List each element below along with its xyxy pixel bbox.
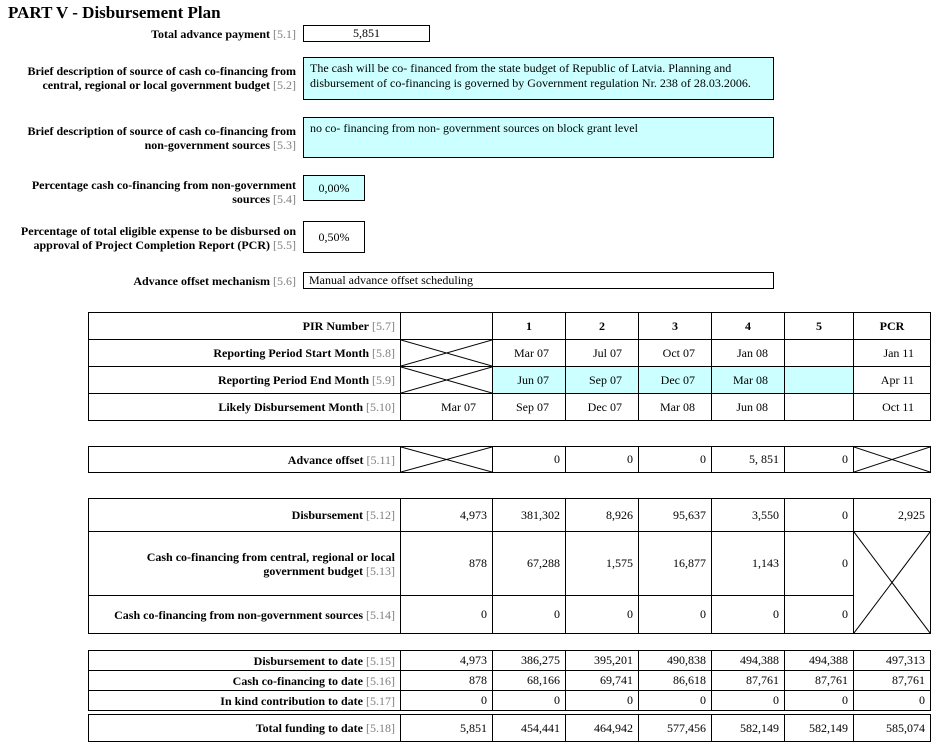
totals-r2-c0-cell: 0 (401, 691, 493, 711)
advance-offset-r0-c5-cell: 0 (785, 447, 854, 473)
disbursement-r0-c6-cell: 2,925 (854, 499, 931, 532)
totals-row-2-label (89, 691, 401, 711)
totals-row-0-label (89, 651, 401, 671)
schedule-r0-c0-cell (401, 313, 493, 340)
label-text: Percentage of total eligible expense to be disbursed on approval of Project Completion Report (PCR) (20, 224, 296, 252)
disbursement-r1-c3-cell: 16,877 (639, 532, 712, 596)
disbursement-r2-c3-cell: 0 (639, 596, 712, 634)
schedule-r2-c0-na-cell (401, 367, 493, 394)
cofinancing-gov-description-input[interactable]: The cash will be co- financed from the state budget of Republic of Latvia. Planning and disbursement of co-financing is governed by Government regulation Nr. 238 of 28.03.2006. (303, 57, 774, 100)
schedule-r1-c1-cell: Mar 07 (493, 340, 566, 367)
disbursement-r0-c4-cell: 3,550 (712, 499, 785, 532)
totals-r1-c5-cell: 87,761 (785, 671, 854, 691)
label-text: Total advance payment (151, 27, 270, 41)
schedule-r1-c5-cell (785, 340, 854, 367)
schedule-r3-c4-cell: Jun 08 (712, 394, 785, 421)
total-advance-payment-input[interactable]: 5,851 (303, 25, 430, 42)
field-ref: [5.5] (273, 238, 296, 252)
row-label-text: Reporting Period Start Month (213, 346, 369, 360)
totals-r1-c1-cell: 68,166 (493, 671, 566, 691)
totals-row-0 (89, 651, 931, 671)
cross-na-icon (401, 367, 492, 393)
schedule-r0-c5-cell: 5 (785, 313, 854, 340)
grand-total-r0-c6-cell: 585,074 (854, 715, 931, 742)
schedule-r3-c3-cell: Mar 08 (639, 394, 712, 421)
advance-offset-row-0 (89, 447, 931, 473)
table-disbursement (88, 498, 931, 634)
row-label-text: In kind contribution to date (220, 693, 363, 708)
totals-r1-c3-cell: 86,618 (639, 671, 712, 691)
schedule-r2-c4-cell[interactable]: Mar 08 (712, 367, 785, 394)
totals-row-1-label (89, 671, 401, 691)
schedule-row-1 (89, 340, 931, 367)
table-advance-offset (88, 446, 931, 473)
table-schedule (88, 312, 931, 421)
disbursement-r2-c1-cell: 0 (493, 596, 566, 634)
advance-offset-r0-c4-cell: 5, 851 (712, 447, 785, 473)
disbursement-r1-c2-cell: 1,575 (566, 532, 639, 596)
cross-na-icon (401, 447, 492, 472)
label-text: Brief description of source of cash co-financing from non-government sources (27, 124, 296, 152)
schedule-r1-c3-cell: Oct 07 (639, 340, 712, 367)
row-label-text: Disbursement to date (253, 653, 363, 668)
schedule-r3-c6-cell: Oct 11 (854, 394, 931, 421)
totals-r0-c1-cell: 386,275 (493, 651, 566, 671)
advance-offset-mechanism-input[interactable]: Manual advance offset scheduling (303, 272, 774, 289)
field-label-pct-cofinancing-nongov (4, 178, 296, 206)
disbursement-r2-c5-cell: 0 (785, 596, 854, 634)
totals-r2-c2-cell: 0 (566, 691, 639, 711)
schedule-r0-c2-cell: 2 (566, 313, 639, 340)
schedule-row-1-label (89, 340, 401, 367)
field-label-total-advance-payment (4, 27, 296, 41)
schedule-r2-c2-cell[interactable]: Sep 07 (566, 367, 639, 394)
row-label-text: Total funding to date (255, 721, 363, 735)
row-label-text: Reporting Period End Month (217, 373, 369, 387)
totals-r0-c5-cell: 494,388 (785, 651, 854, 671)
disbursement-row-0-label (89, 499, 401, 532)
grand-total-row-0-label (89, 715, 401, 742)
row-ref: [5.9] (372, 373, 395, 387)
row-ref: [5.13] (366, 563, 395, 578)
field-label-cofinancing-gov-description (4, 64, 296, 92)
disbursement-row-2 (89, 596, 931, 634)
advance-offset-r0-c6-na-cell (854, 447, 931, 473)
schedule-r2-c3-cell[interactable]: Dec 07 (639, 367, 712, 394)
totals-r2-c5-cell: 0 (785, 691, 854, 711)
grand-total-r0-c2-cell: 464,942 (566, 715, 639, 742)
row-ref: [5.8] (372, 346, 395, 360)
row-label-text: Disbursement (291, 508, 363, 522)
grand-total-r0-c3-cell: 577,456 (639, 715, 712, 742)
totals-r0-c3-cell: 490,838 (639, 651, 712, 671)
totals-r2-c1-cell: 0 (493, 691, 566, 711)
disbursement-r0-c5-cell: 0 (785, 499, 854, 532)
schedule-r3-c0-cell: Mar 07 (401, 394, 493, 421)
schedule-row-2-label (89, 367, 401, 394)
field-ref: [5.3] (273, 138, 296, 152)
pct-disbursed-on-pcr-input[interactable]: 0,50% (303, 221, 365, 253)
advance-offset-r0-c0-na-cell (401, 447, 493, 473)
advance-offset-r0-c1-cell: 0 (493, 447, 566, 473)
row-label-text: Cash co-financing from central, regional or local government budget (146, 549, 395, 578)
row-label-text: Cash co-financing to date (232, 673, 363, 688)
field-label-advance-offset-mechanism (4, 274, 296, 288)
advance-offset-r0-c3-cell: 0 (639, 447, 712, 473)
table-totals (88, 650, 931, 711)
grand-total-row-0 (89, 715, 931, 742)
row-ref: [5.17] (366, 693, 395, 708)
schedule-r0-c3-cell: 3 (639, 313, 712, 340)
schedule-r2-c5-cell[interactable] (785, 367, 854, 394)
schedule-r3-c1-cell: Sep 07 (493, 394, 566, 421)
field-ref: [5.4] (273, 192, 296, 206)
pct-cofinancing-nongov-input[interactable]: 0,00% (303, 175, 365, 201)
row-ref: [5.14] (366, 607, 395, 622)
disbursement-r0-c1-cell: 381,302 (493, 499, 566, 532)
schedule-r0-c4-cell: 4 (712, 313, 785, 340)
schedule-r1-c2-cell: Jul 07 (566, 340, 639, 367)
label-text: Advance offset mechanism (133, 274, 270, 288)
row-label-text: Likely Disbursement Month (218, 400, 363, 414)
label-text: Percentage cash co-financing from non-government sources (31, 178, 296, 206)
disbursement-r1-c4-cell: 1,143 (712, 532, 785, 596)
field-ref: [5.2] (273, 78, 296, 92)
totals-r1-c6-cell: 87,761 (854, 671, 931, 691)
schedule-row-3 (89, 394, 931, 421)
row-ref: [5.11] (366, 452, 395, 467)
disbursement-r1-c6-na-cell (854, 532, 931, 634)
disbursement-r0-c0-cell: 4,973 (401, 499, 493, 532)
disbursement-r0-c3-cell: 95,637 (639, 499, 712, 532)
schedule-row-2 (89, 367, 931, 394)
row-ref: [5.12] (366, 508, 395, 522)
field-ref: [5.6] (273, 274, 296, 288)
schedule-row-0 (89, 313, 931, 340)
totals-r1-c0-cell: 878 (401, 671, 493, 691)
totals-r0-c2-cell: 395,201 (566, 651, 639, 671)
totals-r2-c6-cell: 0 (854, 691, 931, 711)
row-ref: [5.16] (366, 673, 395, 688)
grand-total-r0-c5-cell: 582,149 (785, 715, 854, 742)
grand-total-r0-c0-cell: 5,851 (401, 715, 493, 742)
disbursement-r1-c5-cell: 0 (785, 532, 854, 596)
field-label-pct-disbursed-on-pcr (4, 224, 296, 252)
schedule-r1-c0-na-cell (401, 340, 493, 367)
disbursement-r1-c1-cell: 67,288 (493, 532, 566, 596)
totals-r0-c6-cell: 497,313 (854, 651, 931, 671)
advance-offset-r0-c2-cell: 0 (566, 447, 639, 473)
schedule-r2-c6-cell: Apr 11 (854, 367, 931, 394)
row-ref: [5.15] (366, 653, 395, 668)
row-ref: [5.7] (372, 319, 395, 333)
field-ref: [5.1] (273, 27, 296, 41)
totals-r0-c4-cell: 494,388 (712, 651, 785, 671)
cross-na-icon (401, 340, 492, 366)
schedule-r0-c1-cell: 1 (493, 313, 566, 340)
schedule-r3-c2-cell: Dec 07 (566, 394, 639, 421)
totals-r1-c4-cell: 87,761 (712, 671, 785, 691)
schedule-row-0-label (89, 313, 401, 340)
disbursement-r0-c2-cell: 8,926 (566, 499, 639, 532)
row-label-text: PIR Number (302, 319, 369, 333)
totals-r0-c0-cell: 4,973 (401, 651, 493, 671)
totals-r2-c4-cell: 0 (712, 691, 785, 711)
field-label-cofinancing-nongov-description (4, 124, 296, 152)
totals-r2-c3-cell: 0 (639, 691, 712, 711)
disbursement-row-1 (89, 532, 931, 596)
schedule-r1-c6-cell: Jan 11 (854, 340, 931, 367)
row-ref: [5.18] (366, 721, 395, 735)
label-text: Brief description of source of cash co-financing from central, regional or local government budget (27, 64, 296, 92)
row-label-text: Cash co-financing from non-government sources (114, 607, 363, 622)
grand-total-r0-c1-cell: 454,441 (493, 715, 566, 742)
schedule-r1-c4-cell: Jan 08 (712, 340, 785, 367)
disbursement-r2-c0-cell: 0 (401, 596, 493, 634)
disbursement-row-0 (89, 499, 931, 532)
schedule-r3-c5-cell (785, 394, 854, 421)
disbursement-r1-c0-cell: 878 (401, 532, 493, 596)
schedule-row-3-label (89, 394, 401, 421)
row-ref: [5.10] (366, 400, 395, 414)
totals-row-2 (89, 691, 931, 711)
cofinancing-nongov-description-input[interactable]: no co- financing from non- government sources on block grant level (303, 117, 774, 158)
totals-row-1 (89, 671, 931, 691)
totals-r1-c2-cell: 69,741 (566, 671, 639, 691)
disbursement-r2-c4-cell: 0 (712, 596, 785, 634)
cross-na-icon (854, 532, 930, 633)
advance-offset-row-0-label (89, 447, 401, 473)
disbursement-row-2-label (89, 596, 401, 634)
table-grand-total (88, 714, 931, 742)
disbursement-r2-c2-cell: 0 (566, 596, 639, 634)
page-title: PART V - Disbursement Plan (8, 3, 221, 22)
schedule-r0-c6-cell: PCR (854, 313, 931, 340)
disbursement-row-1-label (89, 532, 401, 596)
row-label-text: Advance offset (287, 452, 364, 467)
cross-na-icon (854, 447, 930, 472)
schedule-r2-c1-cell[interactable]: Jun 07 (493, 367, 566, 394)
grand-total-r0-c4-cell: 582,149 (712, 715, 785, 742)
